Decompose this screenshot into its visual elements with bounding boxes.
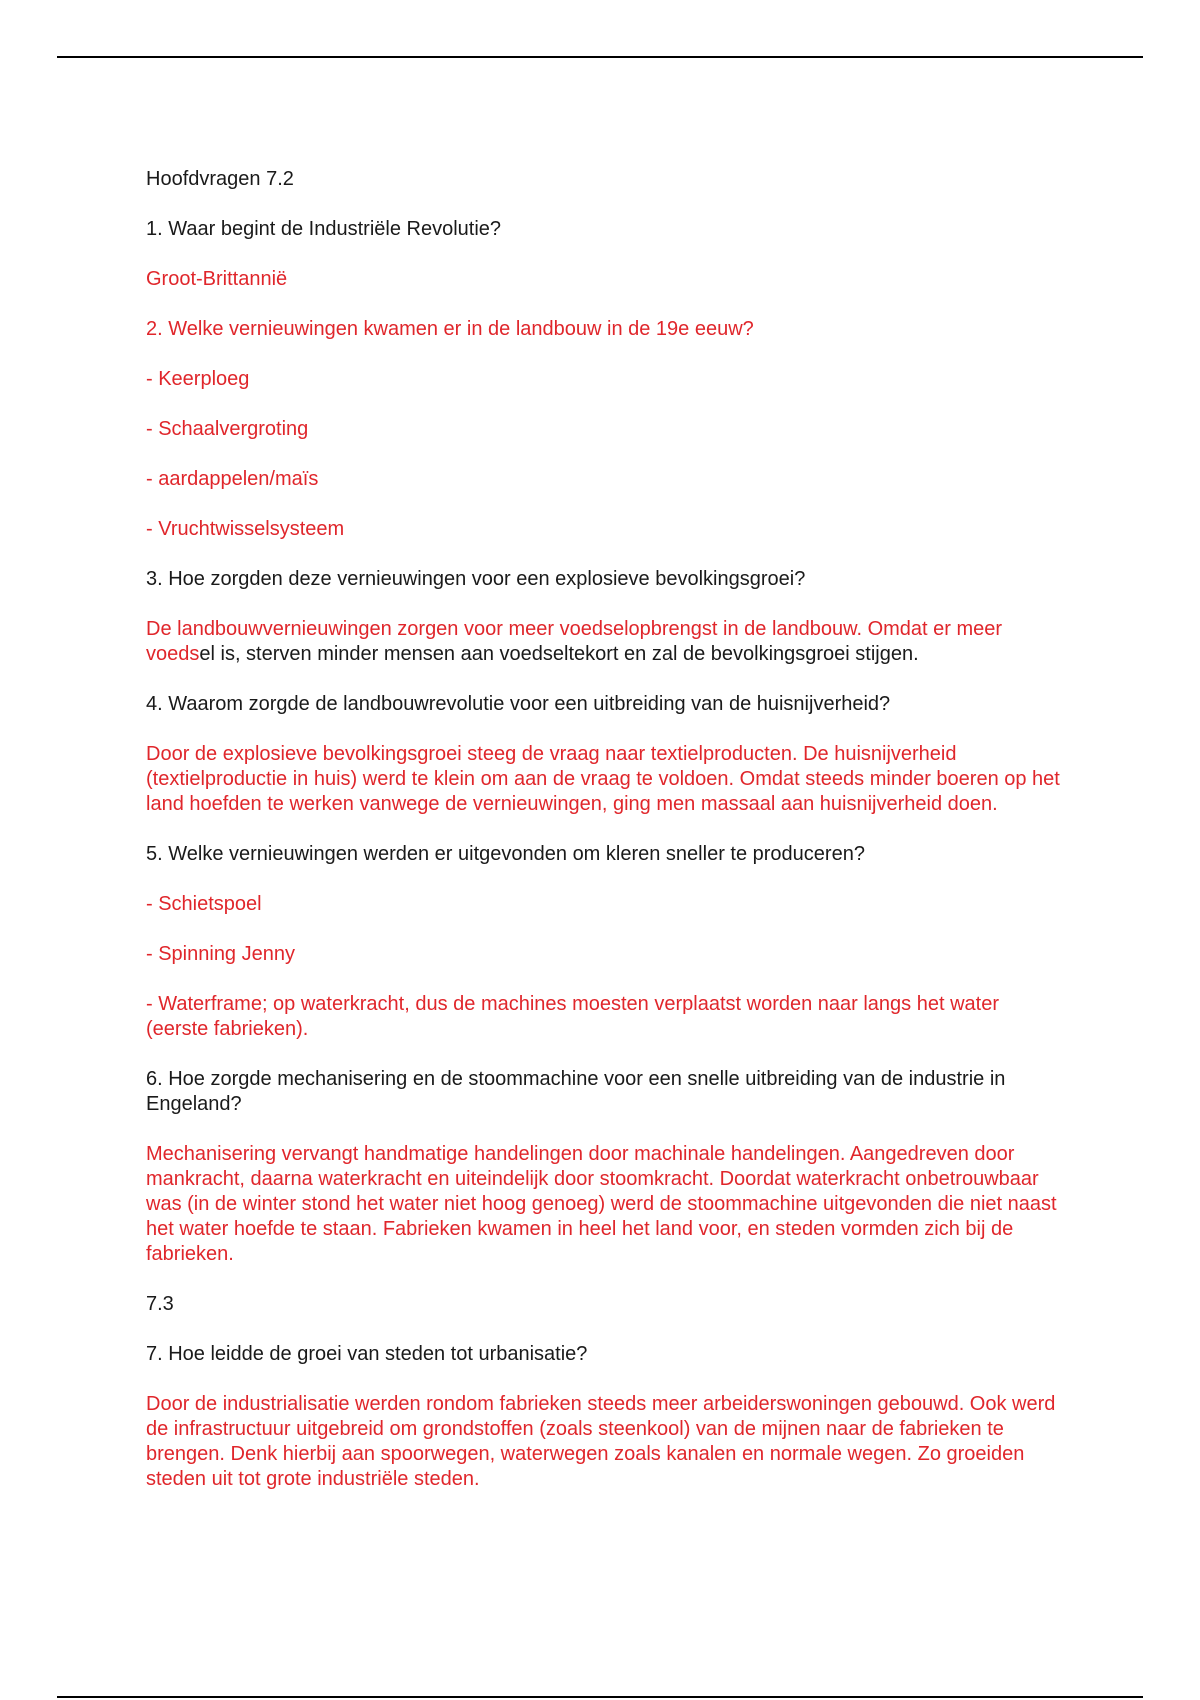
top-divider [57, 56, 1143, 58]
question-1: 1. Waar begint de Industriële Revolutie? [146, 218, 502, 240]
answer-3 [146, 617, 1066, 667]
answer-5-item: - Schietspoel [146, 893, 262, 915]
answer-3-black: el is, sterven minder mensen aan voedseltekort en zal de bevolkingsgroei stijgen. [199, 643, 919, 665]
answer-1: Groot-Brittannië [146, 268, 288, 290]
question-7: 7. Hoe leidde de groei van steden tot urbanisatie? [146, 1343, 588, 1365]
question-6: 6. Hoe zorgde mechanisering en de stoommachine voor een snelle uitbreiding van de industrie in Engeland? [146, 1068, 1006, 1115]
answer-5-item: - Waterframe; op waterkracht, dus de machines moesten verplaatst worden naar langs het water (eerste fabrieken). [146, 993, 999, 1040]
heading: Hoofdvragen 7.2 [146, 168, 294, 190]
answer-2-item: - Schaalvergroting [146, 418, 309, 440]
bottom-divider [57, 1696, 1143, 1698]
question-3: 3. Hoe zorgden deze vernieuwingen voor een explosieve bevolkingsgroei? [146, 568, 806, 590]
answer-6: Mechanisering vervangt handmatige handelingen door machinale handelingen. Aangedreven door mankracht, daarna waterkracht en uiteindelijk door stoomkracht. Doordat waterkracht onbetrouwbaar was (in de winter stond het water niet hoog genoeg) werd de stoommachine uitgevonden die niet naast het water hoefde te staan. Fabrieken kwamen in heel het land voor, en steden vormden zich bij de fabrieken. [146, 1143, 1057, 1265]
question-2: 2. Welke vernieuwingen kwamen er in de landbouw in de 19e eeuw? [146, 318, 754, 340]
question-4: 4. Waarom zorgde de landbouwrevolutie voor een uitbreiding van de huisnijverheid? [146, 693, 891, 715]
answer-7: Door de industrialisatie werden rondom fabrieken steeds meer arbeiderswoningen gebouwd. Ook werd de infrastructuur uitgebreid om grondstoffen (zoals steenkool) van de mijnen naar de fabrieken te brengen. Denk hierbij aan spoorwegen, waterwegen zoals kanalen en normale wegen. Zo groeiden steden uit tot grote industriële steden. [146, 1393, 1056, 1490]
answer-3-red: De landbouwvernieuwingen zorgen voor meer voedselopbrengst in de landbouw. Omdat er meer voeds [146, 618, 1003, 665]
document-body [146, 167, 1066, 1492]
answer-2-item: - Vruchtwisselsysteem [146, 518, 345, 540]
answer-5-item: - Spinning Jenny [146, 943, 295, 965]
question-5: 5. Welke vernieuwingen werden er uitgevonden om kleren sneller te produceren? [146, 843, 865, 865]
section-heading: 7.3 [146, 1293, 174, 1315]
answer-4: Door de explosieve bevolkingsgroei steeg de vraag naar textielproducten. De huisnijverheid (textielproductie in huis) werd te klein om aan de vraag te voldoen. Omdat steeds minder boeren op het land hoefden te werken vanwege de vernieuwingen, ging men massaal aan huisnijverheid doen. [146, 743, 1060, 815]
answer-2-item: - aardappelen/maïs [146, 468, 319, 490]
answer-2-item: - Keerploeg [146, 368, 250, 390]
